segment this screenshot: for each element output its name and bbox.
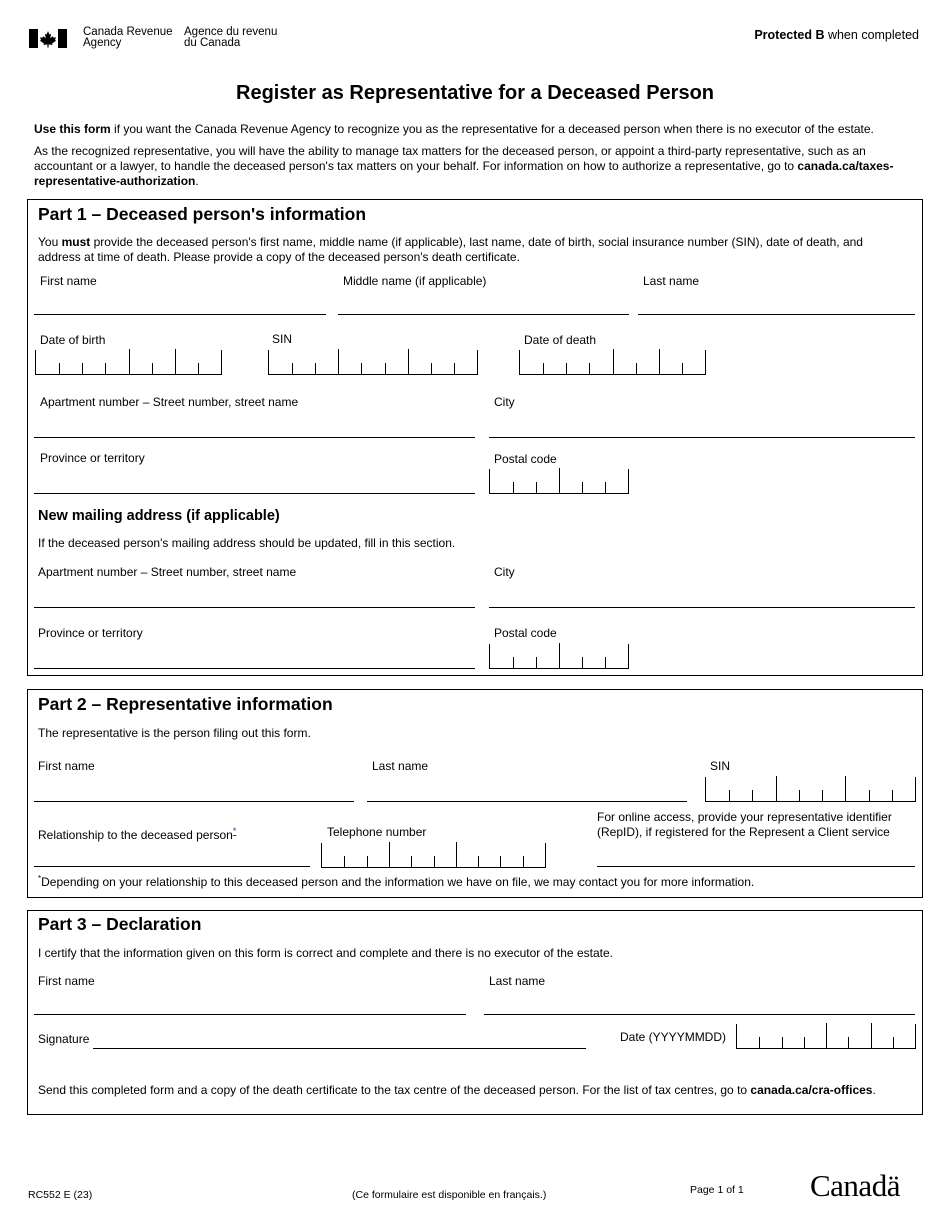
comb-divider <box>782 1037 783 1048</box>
deceased-dob-label: Date of birth <box>40 333 106 347</box>
comb-divider <box>385 363 386 374</box>
relationship-footnote-mark: * <box>232 826 237 836</box>
comb-divider <box>456 842 457 867</box>
comb-divider <box>152 363 153 374</box>
comb-divider <box>582 657 583 668</box>
agency-name-en: Canada Revenue Agency <box>83 26 173 49</box>
deceased-city-label: City <box>494 395 515 409</box>
intro-paragraph-2: As the recognized representative, you will have the ability to manage tax matters for the deceased person, or appoint a third-party representative, such as an accountant or a lawyer, to handle the deceased person's tax matters on your behalf. For information on how to authorize a representative, go to canada.ca/taxes-representative-authorization. <box>34 144 894 188</box>
comb-divider <box>431 363 432 374</box>
part1-title: Part 1 – Deceased person's information <box>38 204 367 224</box>
rep-first-name-field[interactable] <box>34 801 354 802</box>
certification-statement: I certify that the information given on this form is correct and complete and there is no executor of the estate. <box>38 946 613 960</box>
part2-instructions: The representative is the person filing out this form. <box>38 726 311 740</box>
comb-divider <box>759 1037 760 1048</box>
deceased-middle-name-field[interactable] <box>338 314 629 315</box>
comb-divider <box>129 349 130 374</box>
deceased-postal-label: Postal code <box>494 452 557 466</box>
signature-field[interactable] <box>93 1048 586 1049</box>
government-flag-logo <box>29 29 67 48</box>
comb-divider <box>434 856 435 867</box>
comb-divider <box>543 363 544 374</box>
comb-divider <box>315 363 316 374</box>
comb-divider <box>659 349 660 374</box>
part2-title: Part 2 – Representative information <box>38 694 333 714</box>
comb-divider <box>175 349 176 374</box>
deceased-street-field[interactable] <box>34 437 475 438</box>
deceased-province-field[interactable] <box>34 493 475 494</box>
comb-divider <box>559 468 560 493</box>
deceased-street-label: Apartment number – Street number, street name <box>40 395 299 409</box>
comb-divider <box>636 363 637 374</box>
comb-divider <box>776 776 777 801</box>
comb-divider <box>500 856 501 867</box>
mailing-street-field[interactable] <box>34 607 475 608</box>
mailing-street-label: Apartment number – Street number, street name <box>38 565 297 579</box>
deceased-province-label: Province or territory <box>40 451 145 465</box>
comb-divider <box>344 856 345 867</box>
deceased-city-field[interactable] <box>489 437 915 438</box>
form-title: Register as Representative for a Deceased Person <box>236 82 714 104</box>
declaration-date-field[interactable] <box>736 1024 916 1049</box>
mailing-province-label: Province or territory <box>38 626 143 640</box>
comb-divider <box>559 643 560 668</box>
mailing-city-label: City <box>494 565 515 579</box>
comb-divider <box>752 790 753 801</box>
comb-divider <box>729 790 730 801</box>
french-availability-note: (Ce formulaire est disponible en français.) <box>352 1189 547 1201</box>
part1-instructions: You must provide the deceased person's first name, middle name (if applicable), last name, date of birth, social insurance number (SIN), date of death, and address at time of death. Please provide a copy of the deceased person's death certificate. <box>38 235 863 264</box>
deceased-dod-label: Date of death <box>524 333 597 347</box>
mailing-province-field[interactable] <box>34 668 475 669</box>
comb-divider <box>613 349 614 374</box>
send-instructions: Send this completed form and a copy of the death certificate to the tax centre of the deceased person. For the list of tax centres, go to canada.ca/cra-offices. <box>38 1083 876 1097</box>
deceased-dob-field[interactable] <box>35 350 222 375</box>
rep-sin-label: SIN <box>710 759 731 773</box>
comb-divider <box>292 363 293 374</box>
deceased-middle-name-label: Middle name (if applicable) <box>343 274 487 288</box>
comb-divider <box>59 363 60 374</box>
mailing-city-field[interactable] <box>489 607 915 608</box>
deceased-last-name-field[interactable] <box>638 314 915 315</box>
comb-divider <box>799 790 800 801</box>
deceased-postal-field[interactable] <box>489 469 629 494</box>
comb-divider <box>822 790 823 801</box>
comb-divider <box>361 363 362 374</box>
declarant-first-name-field[interactable] <box>34 1014 466 1015</box>
protected-b-notice: Protected B when completed <box>754 28 919 42</box>
rep-last-name-field[interactable] <box>367 801 687 802</box>
comb-divider <box>536 657 537 668</box>
comb-divider <box>804 1037 805 1048</box>
comb-divider <box>513 657 514 668</box>
comb-divider <box>367 856 368 867</box>
cra-offices-link[interactable]: canada.ca/cra-offices <box>750 1083 873 1097</box>
deceased-sin-field[interactable] <box>268 350 478 375</box>
deceased-sin-label: SIN <box>272 332 293 346</box>
comb-divider <box>582 482 583 493</box>
comb-divider <box>869 790 870 801</box>
deceased-last-name-label: Last name <box>643 274 700 288</box>
page-number: Page 1 of 1 <box>690 1184 744 1196</box>
comb-divider <box>389 842 390 867</box>
mailing-postal-label: Postal code <box>494 626 557 640</box>
representative-authorization-link[interactable]: canada.ca/taxes-representative-authorization <box>34 159 894 188</box>
comb-divider <box>338 349 339 374</box>
part3-title: Part 3 – Declaration <box>38 914 202 934</box>
comb-divider <box>408 349 409 374</box>
comb-divider <box>682 363 683 374</box>
comb-divider <box>845 776 846 801</box>
intro-paragraph-1: Use this form if you want the Canada Revenue Agency to recognize you as the representative for a deceased person when there is no executor of the estate. <box>34 122 874 136</box>
repid-field[interactable] <box>597 866 915 867</box>
comb-divider <box>198 363 199 374</box>
comb-divider <box>411 856 412 867</box>
deceased-dod-field[interactable] <box>519 350 706 375</box>
form-identifier: RC552 E (23) <box>28 1189 93 1201</box>
comb-divider <box>513 482 514 493</box>
rep-last-name-label: Last name <box>372 759 429 773</box>
rep-first-name-label: First name <box>38 759 95 773</box>
comb-divider <box>892 790 893 801</box>
mailing-address-title: New mailing address (if applicable) <box>38 508 280 524</box>
telephone-label: Telephone number <box>327 825 427 839</box>
rep-sin-field[interactable] <box>705 777 916 802</box>
telephone-field[interactable] <box>321 843 546 868</box>
declaration-date-label: Date (YYYYMMDD) <box>620 1030 727 1044</box>
deceased-first-name-field[interactable] <box>34 314 326 315</box>
signature-label: Signature <box>38 1032 90 1046</box>
agency-name-fr: Agence du revenu du Canada <box>184 26 278 49</box>
comb-divider <box>478 856 479 867</box>
canada-wordmark: Canadä <box>810 1168 900 1203</box>
mailing-address-instructions: If the deceased person's mailing address should be updated, fill in this section. <box>38 536 456 550</box>
relationship-label: Relationship to the deceased person* <box>38 826 237 842</box>
comb-divider <box>454 363 455 374</box>
comb-divider <box>605 657 606 668</box>
relationship-field[interactable] <box>34 866 310 867</box>
comb-divider <box>871 1023 872 1048</box>
comb-divider <box>566 363 567 374</box>
comb-divider <box>826 1023 827 1048</box>
comb-divider <box>848 1037 849 1048</box>
mailing-postal-field[interactable] <box>489 644 629 669</box>
comb-divider <box>536 482 537 493</box>
comb-divider <box>893 1037 894 1048</box>
comb-divider <box>105 363 106 374</box>
declarant-last-name-label: Last name <box>489 974 546 988</box>
comb-divider <box>523 856 524 867</box>
part2-footnote: *Depending on your relationship to this deceased person and the information we have on file, we may contact you for more information. <box>38 874 755 889</box>
comb-divider <box>589 363 590 374</box>
deceased-first-name-label: First name <box>40 274 97 288</box>
declarant-first-name-label: First name <box>38 974 95 988</box>
comb-divider <box>82 363 83 374</box>
repid-label: For online access, provide your representative identifier (RepID), if registered for the Represent a Client service <box>597 810 892 839</box>
declarant-last-name-field[interactable] <box>484 1014 915 1015</box>
comb-divider <box>605 482 606 493</box>
